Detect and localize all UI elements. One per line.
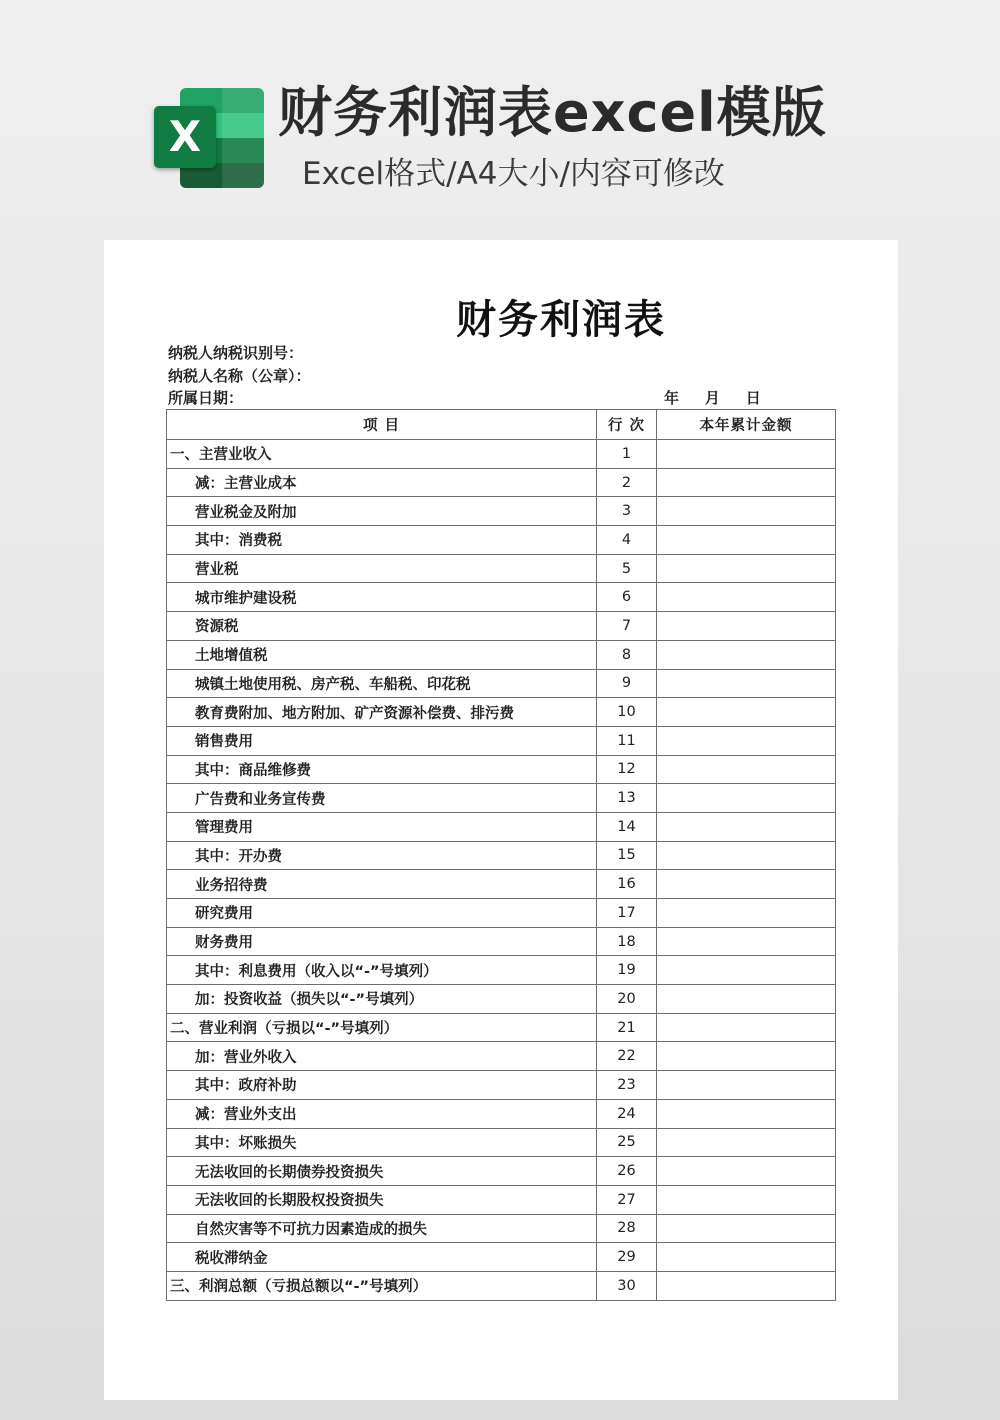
table-row [167,755,836,784]
row-item-label: 加：投资收益（损失以“-”号填列） [167,985,597,1014]
table-row [167,812,836,841]
row-line-number: 27 [597,1185,657,1214]
table-row [167,1099,836,1128]
table-row [167,841,836,870]
row-item-label: 三、利润总额（亏损总额以“-”号填列） [167,1271,597,1300]
row-item-label: 土地增值税 [167,640,597,669]
row-item-label: 一、主营业收入 [167,440,597,469]
taxpayer-id-label: 纳税人纳税识别号： [168,344,304,362]
row-item-label: 研究费用 [167,899,597,928]
excel-logo-icon [154,88,264,188]
row-line-number: 29 [597,1243,657,1272]
table-row [167,440,836,469]
table-row [167,554,836,583]
table-row [167,1157,836,1186]
row-item-label: 业务招待费 [167,870,597,899]
row-item-label: 管理费用 [167,812,597,841]
table-row [167,640,836,669]
row-line-number: 5 [597,554,657,583]
period-label: 所属日期： [168,389,244,407]
row-amount-cell[interactable] [657,1185,836,1214]
row-amount-cell[interactable] [657,1157,836,1186]
row-line-number: 8 [597,640,657,669]
banner-subtitle: Excel格式/A4大小/内容可修改 [302,156,725,192]
row-item-label: 二、营业利润（亏损以“-”号填列） [167,1013,597,1042]
header-line: 行 次 [597,410,657,440]
table-row [167,870,836,899]
row-line-number: 15 [597,841,657,870]
row-item-label: 资源税 [167,612,597,641]
row-item-label: 加：营业外收入 [167,1042,597,1071]
row-amount-cell[interactable] [657,526,836,555]
table-body [167,440,836,1301]
row-item-label: 其中：政府补助 [167,1071,597,1100]
row-item-label: 广告费和业务宣传费 [167,784,597,813]
row-amount-cell[interactable] [657,1042,836,1071]
row-item-label: 教育费附加、地方附加、矿产资源补偿费、排污费 [167,698,597,727]
row-line-number: 21 [597,1013,657,1042]
row-item-label: 其中：利息费用（收入以“-”号填列） [167,956,597,985]
row-line-number: 7 [597,612,657,641]
row-line-number: 19 [597,956,657,985]
row-line-number: 16 [597,870,657,899]
excel-logo-letter: X [154,106,216,168]
row-line-number: 18 [597,927,657,956]
table-row [167,1185,836,1214]
row-amount-cell[interactable] [657,669,836,698]
row-item-label: 城市维护建设税 [167,583,597,612]
row-amount-cell[interactable] [657,468,836,497]
row-item-label: 无法收回的长期股权投资损失 [167,1185,597,1214]
row-amount-cell[interactable] [657,583,836,612]
row-item-label: 其中：开办费 [167,841,597,870]
table-row [167,526,836,555]
row-amount-cell[interactable] [657,698,836,727]
row-line-number: 30 [597,1271,657,1300]
table-row [167,1128,836,1157]
row-amount-cell[interactable] [657,1243,836,1272]
row-line-number: 3 [597,497,657,526]
row-item-label: 减：主营业成本 [167,468,597,497]
table-row [167,1271,836,1300]
row-item-label: 营业税金及附加 [167,497,597,526]
row-item-label: 财务费用 [167,927,597,956]
row-line-number: 9 [597,669,657,698]
row-amount-cell[interactable] [657,554,836,583]
row-line-number: 22 [597,1042,657,1071]
row-line-number: 11 [597,726,657,755]
row-line-number: 4 [597,526,657,555]
row-item-label: 自然灾害等不可抗力因素造成的损失 [167,1214,597,1243]
row-line-number: 26 [597,1157,657,1186]
row-item-label: 无法收回的长期债券投资损失 [167,1157,597,1186]
row-item-label: 销售费用 [167,726,597,755]
row-amount-cell[interactable] [657,899,836,928]
row-amount-cell[interactable] [657,841,836,870]
row-amount-cell[interactable] [657,985,836,1014]
row-amount-cell[interactable] [657,612,836,641]
row-item-label: 其中：消费税 [167,526,597,555]
header-item: 项 目 [167,410,597,440]
row-line-number: 1 [597,440,657,469]
row-amount-cell[interactable] [657,755,836,784]
document-title: 财务利润表 [456,297,666,343]
table-row [167,1013,836,1042]
table-row [167,1071,836,1100]
row-amount-cell[interactable] [657,870,836,899]
row-line-number: 12 [597,755,657,784]
row-item-label: 其中：商品维修费 [167,755,597,784]
row-amount-cell[interactable] [657,1071,836,1100]
row-line-number: 10 [597,698,657,727]
table-row [167,612,836,641]
banner-title: 财务利润表excel模版 [278,81,827,144]
table-row [167,698,836,727]
row-amount-cell[interactable] [657,726,836,755]
row-line-number: 23 [597,1071,657,1100]
row-amount-cell[interactable] [657,440,836,469]
row-amount-cell[interactable] [657,784,836,813]
row-amount-cell[interactable] [657,956,836,985]
row-line-number: 24 [597,1099,657,1128]
table-row [167,985,836,1014]
row-amount-cell[interactable] [657,1214,836,1243]
table-row [167,1042,836,1071]
row-line-number: 25 [597,1128,657,1157]
table-row [167,1243,836,1272]
table-row [167,956,836,985]
table-row [167,927,836,956]
row-line-number: 20 [597,985,657,1014]
row-amount-cell[interactable] [657,1013,836,1042]
table-row [167,784,836,813]
table-row [167,669,836,698]
row-amount-cell[interactable] [657,812,836,841]
row-item-label: 其中：坏账损失 [167,1128,597,1157]
row-amount-cell[interactable] [657,1128,836,1157]
table-row [167,583,836,612]
date-placeholder: 年 月 日 [664,389,762,407]
row-amount-cell[interactable] [657,1271,836,1300]
taxpayer-name-label: 纳税人名称（公章）： [168,367,311,385]
row-line-number: 17 [597,899,657,928]
table-row [167,468,836,497]
row-line-number: 28 [597,1214,657,1243]
document-sheet [104,240,898,1400]
table-row [167,899,836,928]
table-header-row [167,410,836,440]
header-amount: 本年累计金额 [657,410,836,440]
table-row [167,1214,836,1243]
row-item-label: 营业税 [167,554,597,583]
row-amount-cell[interactable] [657,1099,836,1128]
profit-statement-table [166,409,836,1301]
table-row [167,726,836,755]
row-item-label: 减：营业外支出 [167,1099,597,1128]
row-line-number: 6 [597,583,657,612]
row-line-number: 13 [597,784,657,813]
table-row [167,497,836,526]
row-amount-cell[interactable] [657,640,836,669]
row-item-label: 税收滞纳金 [167,1243,597,1272]
row-line-number: 2 [597,468,657,497]
row-item-label: 城镇土地使用税、房产税、车船税、印花税 [167,669,597,698]
row-amount-cell[interactable] [657,497,836,526]
row-amount-cell[interactable] [657,927,836,956]
row-line-number: 14 [597,812,657,841]
